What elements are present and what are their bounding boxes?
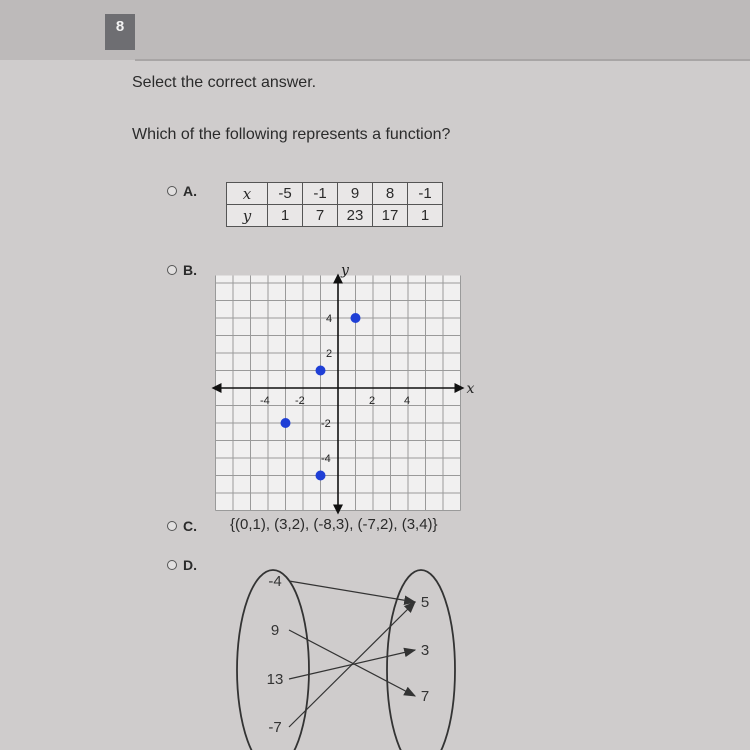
option-c-label: C.: [183, 518, 197, 534]
table-cell: 1: [408, 205, 443, 227]
table-cell: -1: [408, 183, 443, 205]
graph-point: [316, 366, 326, 376]
option-c-radio[interactable]: [167, 521, 177, 531]
mapping-labels: [267, 573, 430, 736]
domain-value: 13: [266, 671, 284, 688]
option-d-mapping-diagram: [225, 560, 485, 750]
option-a-radio[interactable]: [167, 186, 177, 196]
table-header-x: x: [227, 183, 268, 205]
x-tick-label: 2: [369, 395, 376, 407]
option-a-label: A.: [183, 183, 197, 199]
y-tick-label: 2: [326, 348, 333, 360]
graph-point: [281, 418, 291, 428]
table-cell: -1: [303, 183, 338, 205]
x-tick-label: -2: [295, 395, 305, 407]
y-tick-label: -2: [321, 418, 331, 430]
question-number-badge: 8: [105, 14, 135, 50]
table-row-y: [227, 205, 443, 227]
table-header-y: y: [227, 205, 268, 227]
domain-value: -7: [268, 719, 282, 736]
header-divider: [135, 59, 750, 61]
y-tick-label: -4: [321, 453, 331, 465]
option-d[interactable]: [167, 557, 197, 573]
graph-point: [316, 471, 326, 481]
option-a[interactable]: [167, 183, 197, 199]
mapping-arrow: [289, 602, 415, 727]
table-cell: -5: [268, 183, 303, 205]
option-b[interactable]: [167, 262, 197, 278]
y-axis-label: y: [341, 262, 349, 279]
option-c[interactable]: [167, 518, 197, 534]
table-cell: 7: [303, 205, 338, 227]
table-cell: 9: [338, 183, 373, 205]
range-value: 7: [420, 688, 430, 705]
table-cell: 17: [373, 205, 408, 227]
option-c-ordered-pairs: {(0,1), (3,2), (-8,3), (-7,2), (3,4)}: [230, 516, 438, 533]
option-d-radio[interactable]: [167, 560, 177, 570]
table-cell: 1: [268, 205, 303, 227]
option-b-coordinate-graph: [220, 258, 475, 508]
domain-value: 9: [270, 622, 280, 639]
x-tick-label: 4: [404, 395, 411, 407]
option-a-table: [226, 182, 443, 227]
mapping-arrow: [289, 581, 415, 602]
option-b-label: B.: [183, 262, 197, 278]
graph-point: [351, 313, 361, 323]
y-tick-label: 4: [326, 313, 333, 325]
table-cell: 23: [338, 205, 373, 227]
instruction-text: Select the correct answer.: [132, 74, 317, 91]
option-d-label: D.: [183, 557, 197, 573]
question-text: Which of the following represents a function?: [132, 126, 451, 143]
range-value: 5: [420, 594, 430, 611]
table-row-x: [227, 183, 443, 205]
table-cell: 8: [373, 183, 408, 205]
x-tick-label: -4: [260, 395, 270, 407]
option-b-radio[interactable]: [167, 265, 177, 275]
range-value: 3: [420, 642, 430, 659]
x-axis-label: x: [466, 381, 475, 397]
domain-value: -4: [268, 573, 282, 590]
